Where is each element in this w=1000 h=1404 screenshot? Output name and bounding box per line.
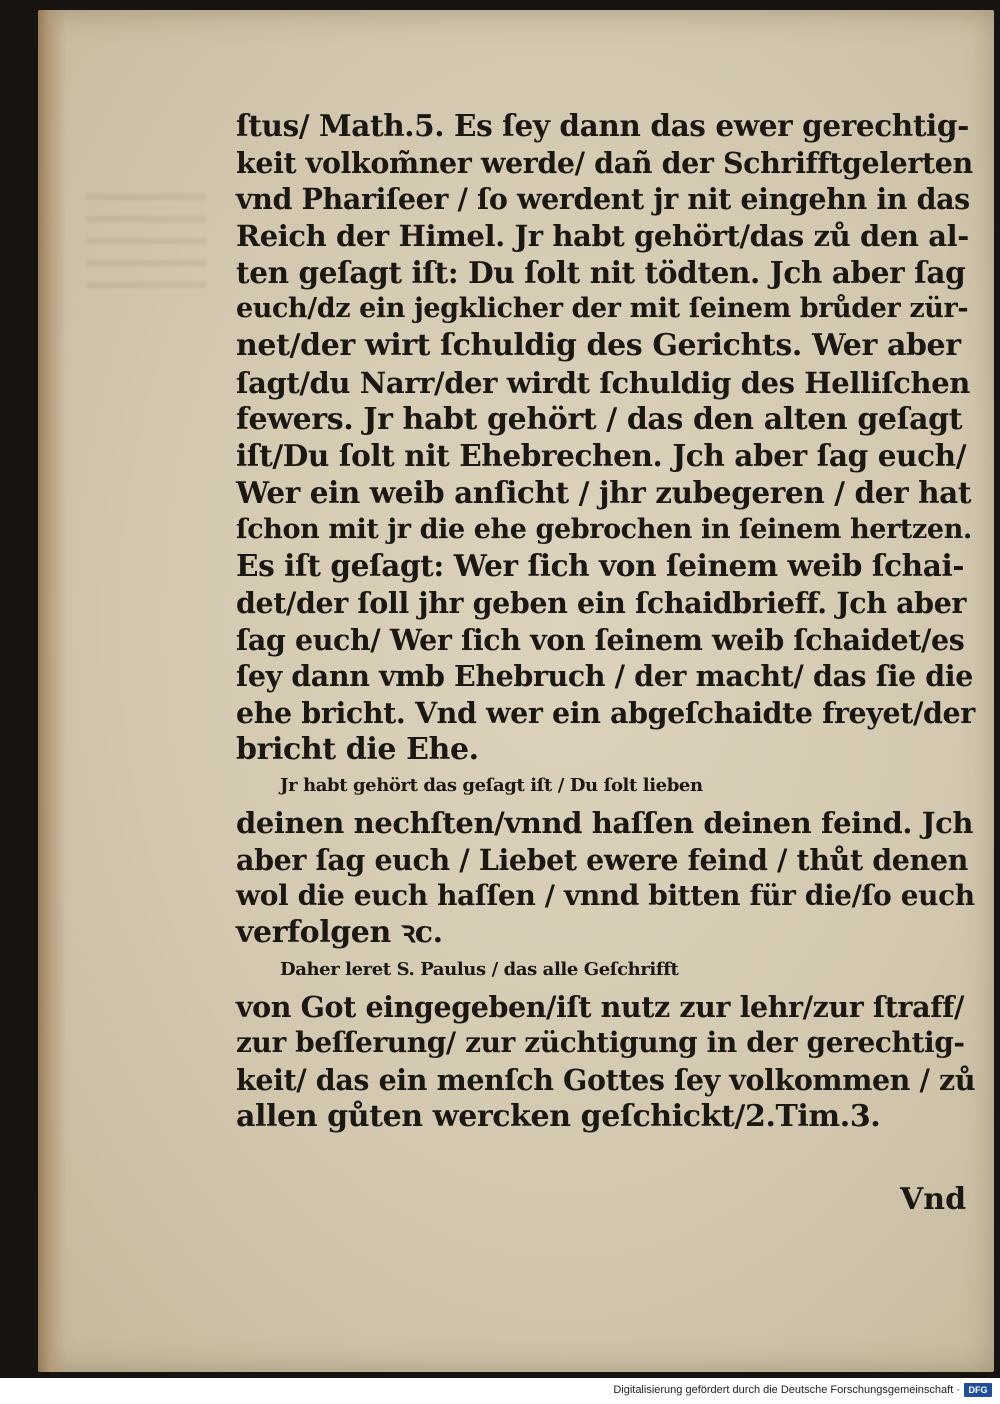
text-line: ehe bricht. Vnd wer ein abgeſchaidte freyet/der xyxy=(236,696,975,730)
text-line: net/der wirt ſchuldig des Gerichts. Wer aber xyxy=(236,328,961,364)
text-line: Es iſt geſagt: Wer ſich von ſeinem weib ſchai- xyxy=(236,548,965,584)
text-line: ſchon mit jr die ehe gebrochen in ſeinem hertzen. xyxy=(236,513,972,545)
text-line: aber ſag euch / Liebet ewere feind / thůt denen xyxy=(236,842,968,877)
text-line: fewers. Jr habt gehört / das den alten geſagt xyxy=(236,401,963,437)
text-line: allen gůten wercken geſchickt/2.Tim.3. xyxy=(236,1098,881,1134)
text-line: ſey dann vmb Ehebruch / der macht/ das ſie die xyxy=(236,659,973,694)
text-line: ten geſagt iſt: Du ſolt nit tödten. Jch aber ſag xyxy=(236,254,966,290)
text-line: bricht die Ehe. xyxy=(236,731,479,767)
book-page xyxy=(38,10,994,1372)
text-line: verfolgen ꝛc. xyxy=(236,915,443,951)
text-line: von Got eingegeben/iſt nutz zur lehr/zur ſtraff/ xyxy=(236,989,964,1024)
text-line: ſag euch/ Wer ſich von ſeinem weib ſchaidet/es xyxy=(236,622,965,657)
text-line: deinen nechſten/vnnd haſſen deinen feind. Jch xyxy=(236,806,974,841)
text-line: euch/dz ein jegklicher der mit ſeinem brůder zür- xyxy=(236,293,969,325)
text-line: zur beſſerung/ zur züchtigung in der gerechtig- xyxy=(236,1026,965,1060)
page-gutter-edge xyxy=(38,10,66,1372)
footer-credit: Digitalisierung gefördert durch die Deutsche Forschungsgemeinschaft · xyxy=(613,1384,960,1396)
text-line: keit volkom̃ner werde/ dañ der Schrifftgelerten xyxy=(236,145,973,180)
ink-bleed-through xyxy=(86,178,206,288)
digitization-footer xyxy=(0,1378,1000,1404)
text-line: ſagt/du Narr/der wirdt ſchuldig des Helliſchen xyxy=(236,365,970,400)
text-line: ſtus/ Math.5. Es ſey dann das ewer gerechtig- xyxy=(236,108,969,143)
text-line: iſt/Du ſolt nit Ehebrechen. Jch aber ſag euch/ xyxy=(236,438,967,474)
text-line: vnd Phariſeer / ſo werdent jr nit eingehn in das xyxy=(236,182,970,217)
dfg-logo: DFG xyxy=(964,1383,992,1397)
text-line: Reich der Himel. Jr habt gehört/das zů den al- xyxy=(236,219,969,254)
body-text xyxy=(236,108,976,1135)
paragraph-start-line: Jr habt gehört das geſagt iſt / Du ſolt lieben xyxy=(280,775,703,797)
text-line: Wer ein weib anſicht / jhr zubegeren / der hat xyxy=(236,474,972,510)
paragraph-start-line: Daher leret S. Paulus / das alle Geſchrifft xyxy=(280,958,679,980)
catchword: Vnd xyxy=(900,1182,967,1217)
text-line: det/der ſoll jhr geben ein ſchaidbrieff. Jch aber xyxy=(236,585,967,620)
text-line: keit/ das ein menſch Gottes ſey volkommen / zů xyxy=(236,1062,976,1097)
text-line: wol die euch haſſen / vnnd bitten für die/ſo euch xyxy=(236,879,975,913)
